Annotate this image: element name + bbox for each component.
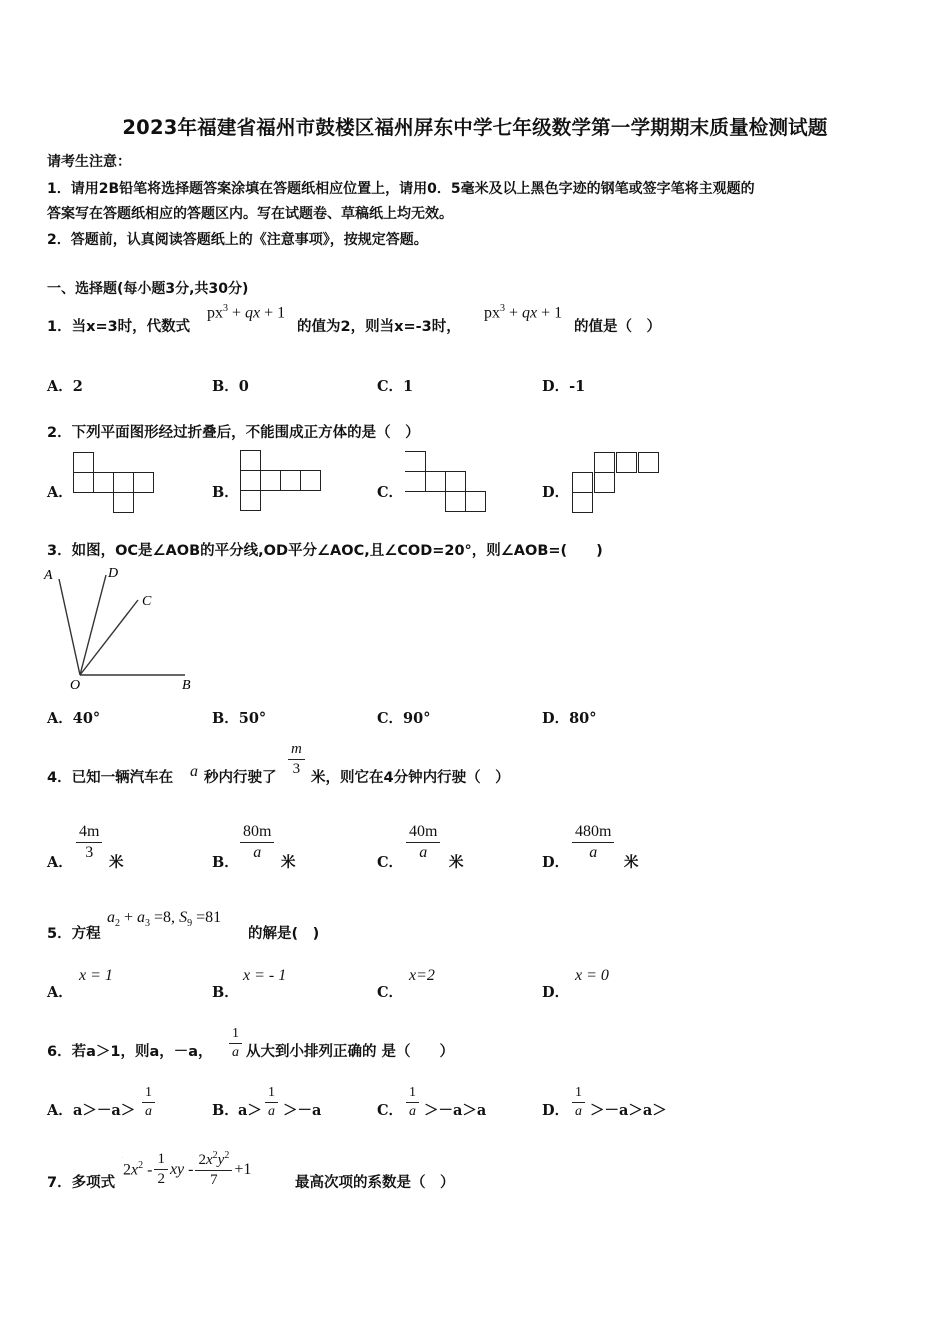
q6-option-d-fraction: $\frac{1}{a}$	[572, 1085, 585, 1120]
q5-option-c-label: C．	[377, 984, 404, 1001]
q4-option-d-label: D．	[542, 854, 570, 871]
q4-option-d-fraction: $\frac{480m}{a}$	[572, 823, 614, 862]
label-o: O	[70, 678, 81, 693]
q6-option-a-label: A．	[47, 1102, 73, 1119]
q3-option-d: D．80°	[542, 710, 597, 727]
q7-stem-part-b: 最高次项的系数是（ ）	[295, 1175, 455, 1191]
q2-option-b-label: B．	[212, 484, 239, 501]
q2-option-c-label: C．	[377, 484, 404, 501]
q1-option-d: D．-1	[542, 378, 586, 395]
label-b: B	[182, 678, 191, 693]
q3-option-b: B．50°	[212, 710, 267, 727]
q6-option-c-fraction: $\frac{1}{a}$	[406, 1085, 419, 1120]
ray-oa	[59, 579, 80, 675]
page-title: 2023年福建省福州市鼓楼区福州屏东中学七年级数学第一学期期末质量检测试题	[122, 116, 828, 139]
q4-option-c-label: C．	[377, 854, 404, 871]
q4-option-b-fraction: $\frac{80m}{a}$	[240, 823, 274, 862]
q6-stem-part-b: 从大到小排列正确的 是（ ）	[246, 1044, 455, 1060]
q5-expression: $a_2 + a_3 =8$, $S_9 =81$	[107, 909, 222, 930]
q4-option-a-unit: 米	[109, 855, 124, 871]
q6-option-b-label: B．	[212, 1102, 239, 1119]
q2-option-d-label: D．	[542, 484, 570, 501]
q1-option-b: B．0	[212, 378, 249, 395]
section-heading: 一、选择题(每小题3分,共30分)	[47, 281, 249, 297]
q1-stem-part-b: 的值为2，则当x=-3时，	[297, 319, 461, 335]
label-d: D	[108, 566, 119, 581]
q4-stem-part-b: 秒内行驶了	[204, 770, 277, 786]
q4-stem-part-c: 米，则它在4分钟内行驶（ ）	[311, 770, 510, 786]
q4-var-a: a	[190, 763, 198, 780]
q6-option-b-post: ＞－a	[283, 1102, 322, 1119]
q6-option-c-label: C．	[377, 1102, 404, 1119]
ray-oc	[80, 600, 138, 675]
q5-stem-part-b: 的解是( )	[248, 926, 320, 942]
q2-option-a-label: A．	[47, 484, 73, 501]
q1-expression-1: $px^3$ + qx + 1	[207, 303, 286, 322]
q4-option-c-unit: 米	[449, 855, 464, 871]
q6-option-a-fraction: $\frac{1}{a}$	[142, 1085, 155, 1120]
q1-stem-part-c: 的值是（ ）	[574, 319, 661, 335]
q5-option-c-value: x=2	[409, 967, 435, 984]
notice-line-1b: 答案写在答题纸相应的答题区内。写在试题卷、草稿纸上均无效。	[47, 206, 453, 222]
q6-fraction: $\frac{1}{a}$	[229, 1026, 242, 1061]
q2-stem: 2．下列平面图形经过折叠后，不能围成正方体的是（ ）	[47, 425, 420, 441]
q1-stem-part-a: 1．当x=3时，代数式	[47, 319, 191, 335]
q5-option-d-value: x = 0	[575, 967, 609, 984]
q4-option-c-fraction: $\frac{40m}{a}$	[406, 823, 440, 862]
q7-polynomial-expr: $2x^2$ - $\frac{1}{2}$ xy - $\frac{2x^2y^2}{7}$ +1	[123, 1150, 252, 1188]
q3-option-c: C．90°	[377, 710, 431, 727]
q1-expression-2: $px^3$ + qx + 1	[484, 303, 563, 322]
q4-stem-part-a: 4．已知一辆汽车在	[47, 770, 174, 786]
q6-stem-part-a: 6．若a＞1，则a，－a，	[47, 1044, 213, 1060]
q5-option-a-value: x = 1	[79, 967, 113, 984]
q4-fraction: $\frac{m}{3}$	[288, 741, 305, 778]
q6-option-b-pre: a＞	[238, 1102, 262, 1119]
notice-line-2: 2．答题前，认真阅读答题纸上的《注意事项》，按规定答题。	[47, 232, 428, 248]
q4-option-a-label: A．	[47, 854, 73, 871]
q6-option-b-fraction: $\frac{1}{a}$	[265, 1085, 278, 1120]
q4-option-a-fraction: $\frac{4m}{3}$	[76, 823, 102, 862]
q4-option-d-unit: 米	[624, 855, 639, 871]
q5-option-b-label: B．	[212, 984, 239, 1001]
q6-option-a-text: a＞－a＞	[73, 1102, 136, 1119]
q3-option-a: A．40°	[47, 710, 101, 727]
q6-option-c-post: ＞－a＞a	[424, 1102, 487, 1119]
notice-line-1: 1．请用2B铅笔将选择题答案涂填在答题纸相应位置上，请用0．5毫米及以上黑色字迹的钢笔或签字笔将主观题的	[47, 181, 755, 197]
q1-option-a: A．2	[47, 378, 83, 395]
q5-option-b-value: x = - 1	[243, 967, 287, 984]
ray-od	[80, 575, 106, 675]
label-c: C	[142, 594, 152, 609]
notice-heading: 请考生注意：	[47, 154, 131, 170]
q1-option-c: C．1	[377, 378, 414, 395]
q5-option-a-label: A．	[47, 984, 73, 1001]
q5-stem-part-a: 5．方程	[47, 926, 101, 942]
q6-option-d-label: D．	[542, 1102, 570, 1119]
q5-option-d-label: D．	[542, 984, 570, 1001]
q3-angle-figure	[40, 565, 210, 695]
label-a: A	[44, 568, 53, 583]
q4-option-b-unit: 米	[281, 855, 296, 871]
q4-option-b-label: B．	[212, 854, 239, 871]
q6-option-d-post: ＞－a＞a＞	[590, 1102, 667, 1119]
q7-stem-part-a: 7．多项式	[47, 1175, 116, 1191]
q3-stem: 3．如图，OC是∠AOB的平分线,OD平分∠AOC,且∠COD=20°，则∠AOB=( )	[47, 543, 603, 559]
